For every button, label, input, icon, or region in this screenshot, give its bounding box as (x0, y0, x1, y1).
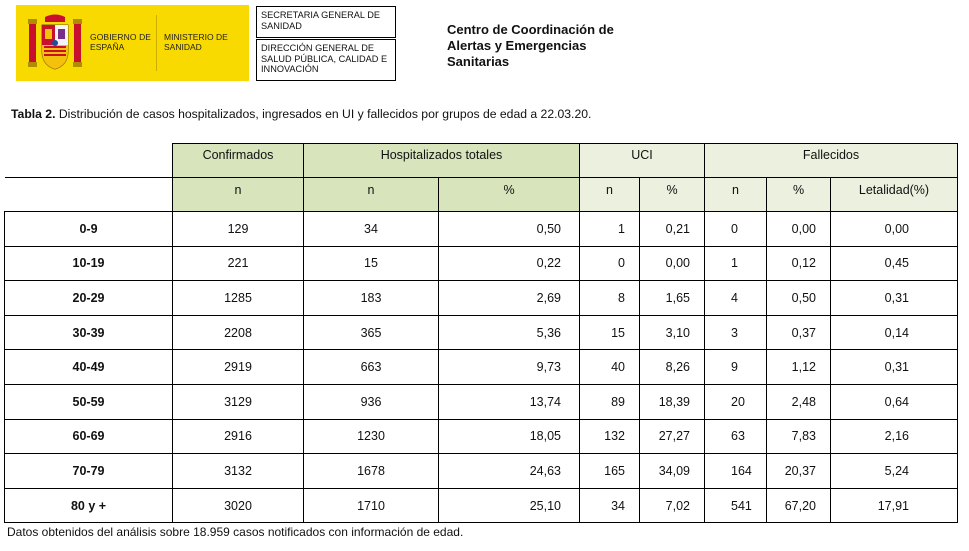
table-row (5, 419, 958, 454)
secretaria-box: SECRETARIA GENERAL DE SANIDAD (256, 6, 396, 38)
uci-n-cell: 8 (580, 281, 640, 316)
table-row (5, 488, 958, 523)
age-group-cell: 80 y + (5, 488, 173, 523)
hosp-n-cell: 936 (304, 384, 439, 419)
fall-pct-cell: 0,50 (767, 281, 831, 316)
confirmados-cell: 3132 (173, 454, 304, 489)
cases-by-age-table (4, 143, 958, 523)
header-hospitalizados: Hospitalizados totales (304, 144, 580, 178)
subheader-row (5, 178, 958, 212)
table-row (5, 212, 958, 247)
caption-text: Distribución de casos hospitalizados, ingresados en UI y fallecidos por grupos de edad a 22.03.20. (55, 107, 592, 121)
fall-pct-cell: 0,37 (767, 315, 831, 350)
hosp-n-cell: 34 (304, 212, 439, 247)
uci-pct-cell: 27,27 (640, 419, 705, 454)
uci-pct-cell: 0,00 (640, 246, 705, 281)
table-row (5, 350, 958, 385)
hosp-pct-cell: 9,73 (439, 350, 580, 385)
fall-pct-cell: 7,83 (767, 419, 831, 454)
gobierno-label: GOBIERNO DE ESPAÑA (90, 32, 152, 52)
hosp-pct-cell: 0,22 (439, 246, 580, 281)
uci-pct-cell: 34,09 (640, 454, 705, 489)
letalidad-cell: 0,45 (831, 246, 958, 281)
subheader-cell: n (705, 178, 767, 212)
table-row (5, 384, 958, 419)
table-row (5, 454, 958, 489)
fall-pct-cell: 20,37 (767, 454, 831, 489)
uci-pct-cell: 1,65 (640, 281, 705, 316)
hosp-pct-cell: 5,36 (439, 315, 580, 350)
centro-title: Centro de Coordinación de Alertas y Emergencias Sanitarias (447, 22, 614, 69)
letalidad-cell: 0,31 (831, 281, 958, 316)
hosp-n-cell: 183 (304, 281, 439, 316)
uci-n-cell: 40 (580, 350, 640, 385)
fall-n-cell: 3 (705, 315, 767, 350)
header-fallecidos: Fallecidos (705, 144, 958, 178)
fall-pct-cell: 2,48 (767, 384, 831, 419)
hosp-n-cell: 1710 (304, 488, 439, 523)
fall-n-cell: 20 (705, 384, 767, 419)
fall-pct-cell: 0,00 (767, 212, 831, 247)
fall-pct-cell: 67,20 (767, 488, 831, 523)
age-group-cell: 0-9 (5, 212, 173, 247)
letalidad-cell: 0,14 (831, 315, 958, 350)
table-row (5, 315, 958, 350)
subheader-cell: % (767, 178, 831, 212)
letalidad-cell: 0,00 (831, 212, 958, 247)
letalidad-cell: 2,16 (831, 419, 958, 454)
confirmados-cell: 3129 (173, 384, 304, 419)
hosp-n-cell: 15 (304, 246, 439, 281)
uci-pct-cell: 3,10 (640, 315, 705, 350)
confirmados-cell: 129 (173, 212, 304, 247)
fall-n-cell: 9 (705, 350, 767, 385)
hosp-pct-cell: 18,05 (439, 419, 580, 454)
header-uci: UCI (580, 144, 705, 178)
age-group-cell: 30-39 (5, 315, 173, 350)
coat-of-arms-icon (26, 13, 84, 73)
corner-cell (5, 178, 173, 212)
uci-pct-cell: 0,21 (640, 212, 705, 247)
subheader-cell: % (640, 178, 705, 212)
confirmados-cell: 221 (173, 246, 304, 281)
uci-n-cell: 1 (580, 212, 640, 247)
government-banner (16, 5, 249, 81)
age-group-cell: 60-69 (5, 419, 173, 454)
footnote: Datos obtenidos del análisis sobre 18.959 casos notificados con información de edad. (7, 525, 464, 539)
fall-n-cell: 541 (705, 488, 767, 523)
hosp-n-cell: 365 (304, 315, 439, 350)
subheader-cell: n (304, 178, 439, 212)
subheader-cell: Letalidad(%) (831, 178, 958, 212)
letalidad-cell: 0,64 (831, 384, 958, 419)
letalidad-cell: 0,31 (831, 350, 958, 385)
confirmados-cell: 1285 (173, 281, 304, 316)
uci-n-cell: 165 (580, 454, 640, 489)
group-header-row (5, 144, 958, 178)
fall-n-cell: 63 (705, 419, 767, 454)
uci-n-cell: 89 (580, 384, 640, 419)
subheader-cell: n (580, 178, 640, 212)
table-row (5, 281, 958, 316)
uci-pct-cell: 8,26 (640, 350, 705, 385)
fall-n-cell: 0 (705, 212, 767, 247)
age-group-cell: 50-59 (5, 384, 173, 419)
fall-n-cell: 4 (705, 281, 767, 316)
hosp-pct-cell: 24,63 (439, 454, 580, 489)
hosp-pct-cell: 25,10 (439, 488, 580, 523)
hosp-n-cell: 1678 (304, 454, 439, 489)
age-group-cell: 40-49 (5, 350, 173, 385)
hosp-n-cell: 1230 (304, 419, 439, 454)
header-confirmados: Confirmados (173, 144, 304, 178)
uci-pct-cell: 7,02 (640, 488, 705, 523)
fall-n-cell: 164 (705, 454, 767, 489)
banner-divider (156, 15, 157, 71)
uci-n-cell: 132 (580, 419, 640, 454)
age-group-cell: 70-79 (5, 454, 173, 489)
subheader-cell: % (439, 178, 580, 212)
corner-cell (5, 144, 173, 178)
caption-label: Tabla 2. (11, 107, 56, 121)
confirmados-cell: 2916 (173, 419, 304, 454)
confirmados-cell: 2919 (173, 350, 304, 385)
subheader-cell: n (173, 178, 304, 212)
uci-n-cell: 15 (580, 315, 640, 350)
uci-n-cell: 34 (580, 488, 640, 523)
age-group-cell: 10-19 (5, 246, 173, 281)
letalidad-cell: 17,91 (831, 488, 958, 523)
confirmados-cell: 3020 (173, 488, 304, 523)
uci-n-cell: 0 (580, 246, 640, 281)
fall-n-cell: 1 (705, 246, 767, 281)
fall-pct-cell: 1,12 (767, 350, 831, 385)
direccion-box: DIRECCIÓN GENERAL DE SALUD PÚBLICA, CALIDAD E INNOVACIÓN (256, 39, 396, 81)
hosp-n-cell: 663 (304, 350, 439, 385)
fall-pct-cell: 0,12 (767, 246, 831, 281)
hosp-pct-cell: 2,69 (439, 281, 580, 316)
age-group-cell: 20-29 (5, 281, 173, 316)
table-caption (11, 107, 591, 121)
letalidad-cell: 5,24 (831, 454, 958, 489)
table-row (5, 246, 958, 281)
hosp-pct-cell: 0,50 (439, 212, 580, 247)
uci-pct-cell: 18,39 (640, 384, 705, 419)
hosp-pct-cell: 13,74 (439, 384, 580, 419)
confirmados-cell: 2208 (173, 315, 304, 350)
ministerio-label: MINISTERIO DE SANIDAD (164, 32, 228, 52)
